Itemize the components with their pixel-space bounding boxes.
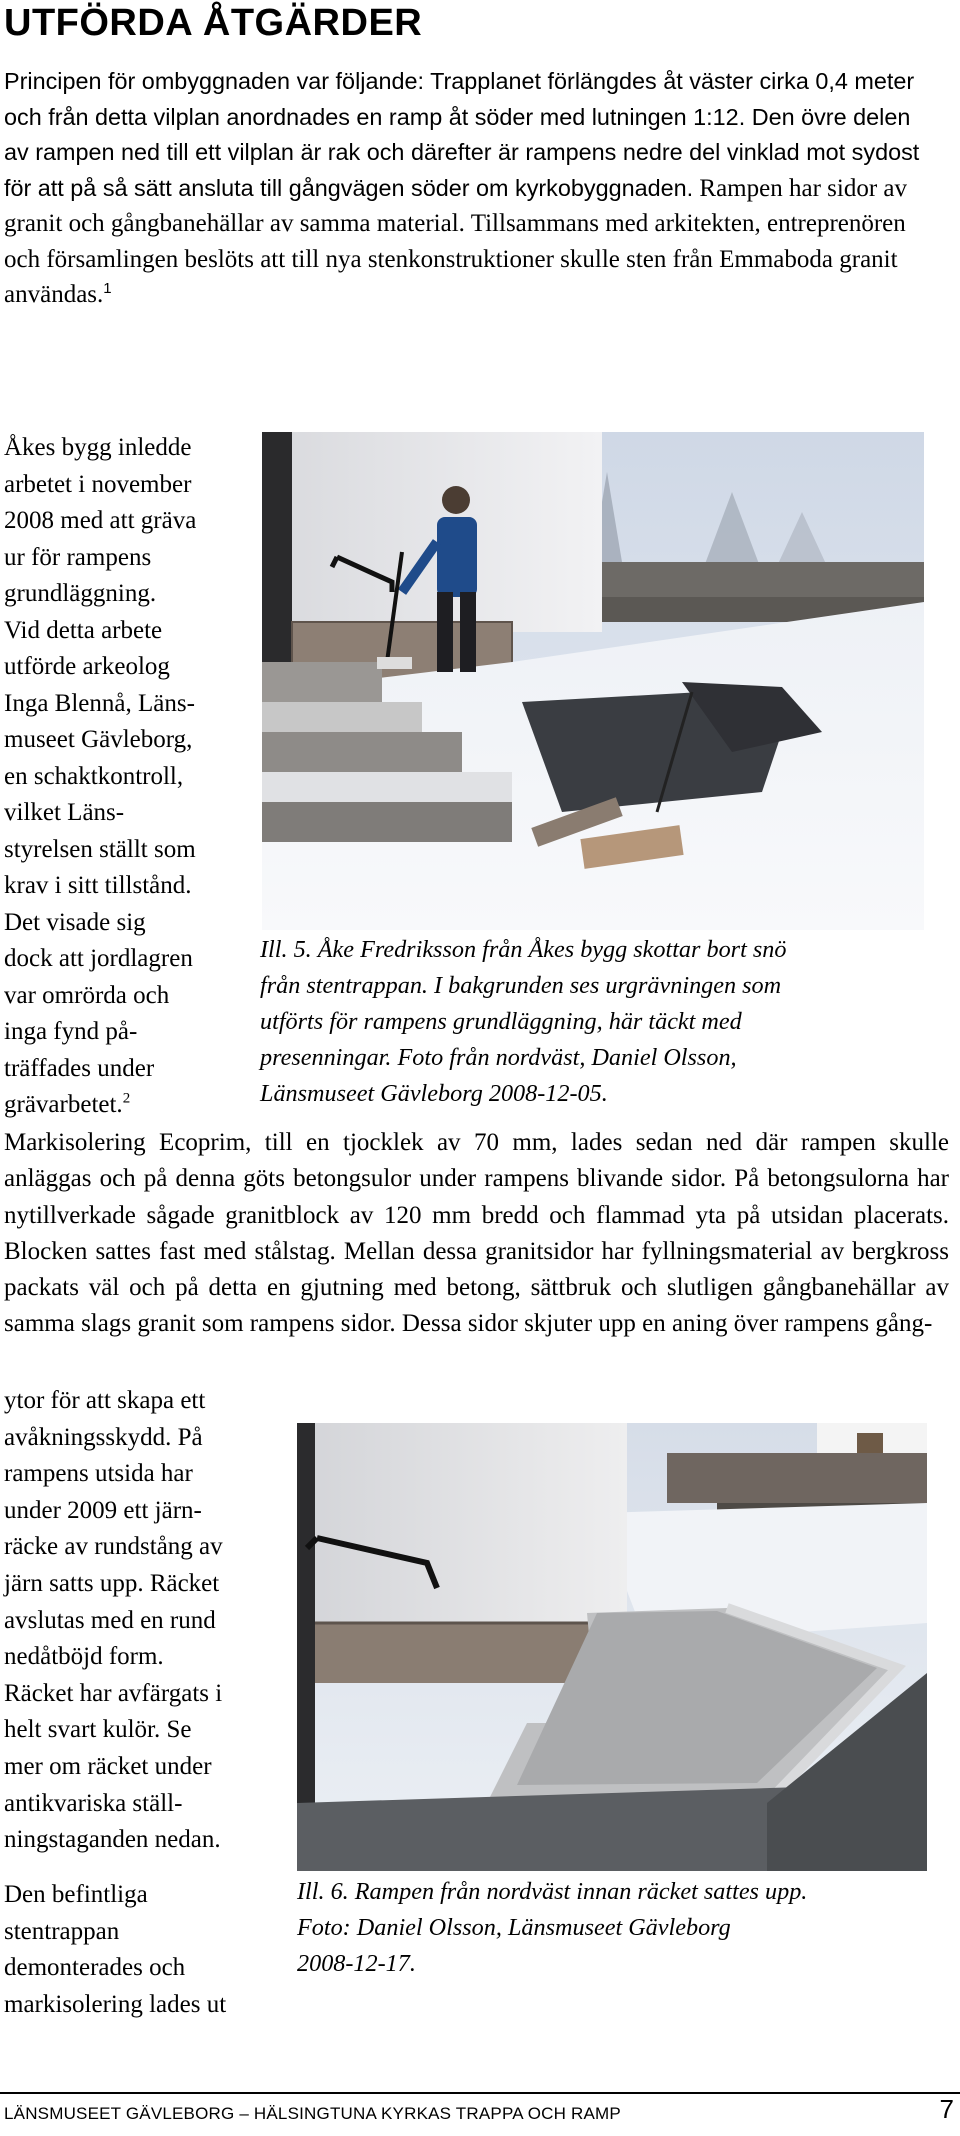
- col2-line: avslutas med en rund: [4, 1606, 216, 1634]
- photo-ill6: [297, 1423, 927, 1871]
- col1-line: dock att jordlagren: [4, 945, 193, 972]
- col2b-line: stentrappan: [4, 1917, 120, 1945]
- footer-text: LÄNSMUSEET GÄVLEBORG – HÄLSINGTUNA KYRKAS TRAPPA OCH RAMP: [4, 2104, 621, 2123]
- col2-line: ningstaganden nedan.: [4, 1826, 221, 1854]
- col2-line: järn satts upp. Räcket: [4, 1569, 220, 1597]
- footnote-ref-2: 2: [122, 1090, 131, 1107]
- caption-line: från stentrappan. I bakgrunden ses urgrävningen som: [260, 972, 782, 999]
- col1-line: 2008 med att gräva: [4, 507, 197, 534]
- column2b-text: [4, 1877, 264, 2023]
- caption-ill5: [260, 932, 940, 1112]
- col1-line: Vid detta arbete: [4, 616, 163, 644]
- col2-line: helt svart kulör. Se: [4, 1716, 192, 1744]
- col1-line: träffades under: [4, 1054, 155, 1082]
- intro-serif-text: Rampen har sidor av granit och gångbanehällar av samma material. Tillsammans med arkitekten, entreprenören och församlingen beslöts att till nya stenkonstruktioner skulle sten från Emmaboda granit användas.: [4, 174, 907, 308]
- col1-line: ur för rampens: [4, 543, 152, 571]
- col1-line-last: grävarbetet.$^2$: [4, 1090, 131, 1118]
- col1-line: en schaktkontroll,: [4, 762, 184, 790]
- photo-ill5: [262, 432, 924, 930]
- caption-line: Länsmuseet Gävleborg 2008-12-05.: [260, 1080, 608, 1107]
- col1-line: Det visade sig: [4, 908, 146, 936]
- caption-line: presenningar. Foto från nordväst, Daniel Olsson,: [260, 1044, 737, 1071]
- col2-line: ytor för att skapa ett: [4, 1387, 206, 1414]
- middle-paragraph: Markisolering Ecoprim, till en tjocklek av 70 mm, lades sedan ned där rampen skulle anläggas och på denna göts betongsulor under rampens blivande sidor. På betongsulorna har nytillverkade sågade granitblock av 120 mm bredd och flammad yta på utsidan placerats. Blocken sattes fast med stålstag. Mellan dessa granitsidor har fyllningsmaterial av bergkross packats väl och på detta en gjutning med betong, sättbruk och slutligen gångbanehällar av samma slags granit som rampens sidor. Dessa sidor skjuter upp en aning över rampens gång-: [4, 1129, 949, 1338]
- caption-line: utförts för rampens grundläggning, här täckt med: [260, 1008, 742, 1035]
- col2b-line: markisolering lades ut: [4, 1990, 227, 2018]
- caption-line: 2008-12-17.: [297, 1950, 416, 1977]
- col1-line: museet Gävleborg,: [4, 726, 193, 753]
- col2b-line: Den befintliga: [4, 1881, 148, 1908]
- col2-line: Räcket har avfärgats i: [4, 1679, 223, 1707]
- col1-line: arbetet i november: [4, 470, 192, 498]
- column1-text: [4, 430, 244, 1124]
- caption-line: Foto: Daniel Olsson, Länsmuseet Gävleborg: [297, 1914, 731, 1941]
- page-number: 7: [939, 2094, 954, 2124]
- col1-line: styrelsen ställt som: [4, 835, 196, 863]
- footnote-ref-1: 1: [103, 280, 112, 298]
- col2-line: mer om räcket under: [4, 1752, 212, 1780]
- col1-line: Inga Blennå, Läns-: [4, 689, 195, 717]
- intro-paragraph: [4, 64, 936, 313]
- caption-line: Ill. 6. Rampen från nordväst innan räcket sattes upp.: [297, 1878, 808, 1905]
- col1-line: Åkes bygg inledde: [4, 434, 192, 461]
- col2-line: räcke av rundstång av: [4, 1533, 223, 1561]
- col1-line: vilket Läns-: [4, 799, 125, 826]
- caption-ill6: [297, 1874, 937, 1982]
- col2b-line: demonterades och: [4, 1954, 186, 1982]
- caption-line: Ill. 5. Åke Fredriksson från Åkes bygg skottar bort snö: [260, 936, 787, 963]
- column2-text: [4, 1383, 264, 1859]
- col2-line: under 2009 ett järn-: [4, 1496, 202, 1524]
- col2-line: nedåtböjd form.: [4, 1643, 164, 1671]
- col1-line: utförde arkeolog: [4, 653, 170, 680]
- col2-line: rampens utsida har: [4, 1460, 193, 1488]
- intro-sans-text: Principen för ombyggnaden var följande: Trapplanet förlängdes åt väster cirka 0,4 meter och från detta vilplan anordnades en ramp åt söder med lutningen 1:12. Den övre delen av rampen ned till ett vilplan är rak och därefter är rampens nedre del vinklad mot sydost för att på så sätt ansluta till gångvägen söder om kyrkobyggnaden.: [4, 68, 920, 201]
- col2-line: antikvariska ställ-: [4, 1789, 183, 1817]
- col1-line: grundläggning.: [4, 580, 157, 607]
- footer-divider: [0, 2092, 960, 2094]
- col2-line: avåkningsskydd. På: [4, 1423, 203, 1451]
- page-heading: UTFÖRDA ÅTGÄRDER: [4, 2, 423, 44]
- col1-line: var omrörda och: [4, 981, 170, 1009]
- col1-line: krav i sitt tillstånd.: [4, 872, 192, 899]
- col1-line: inga fynd på-: [4, 1018, 138, 1045]
